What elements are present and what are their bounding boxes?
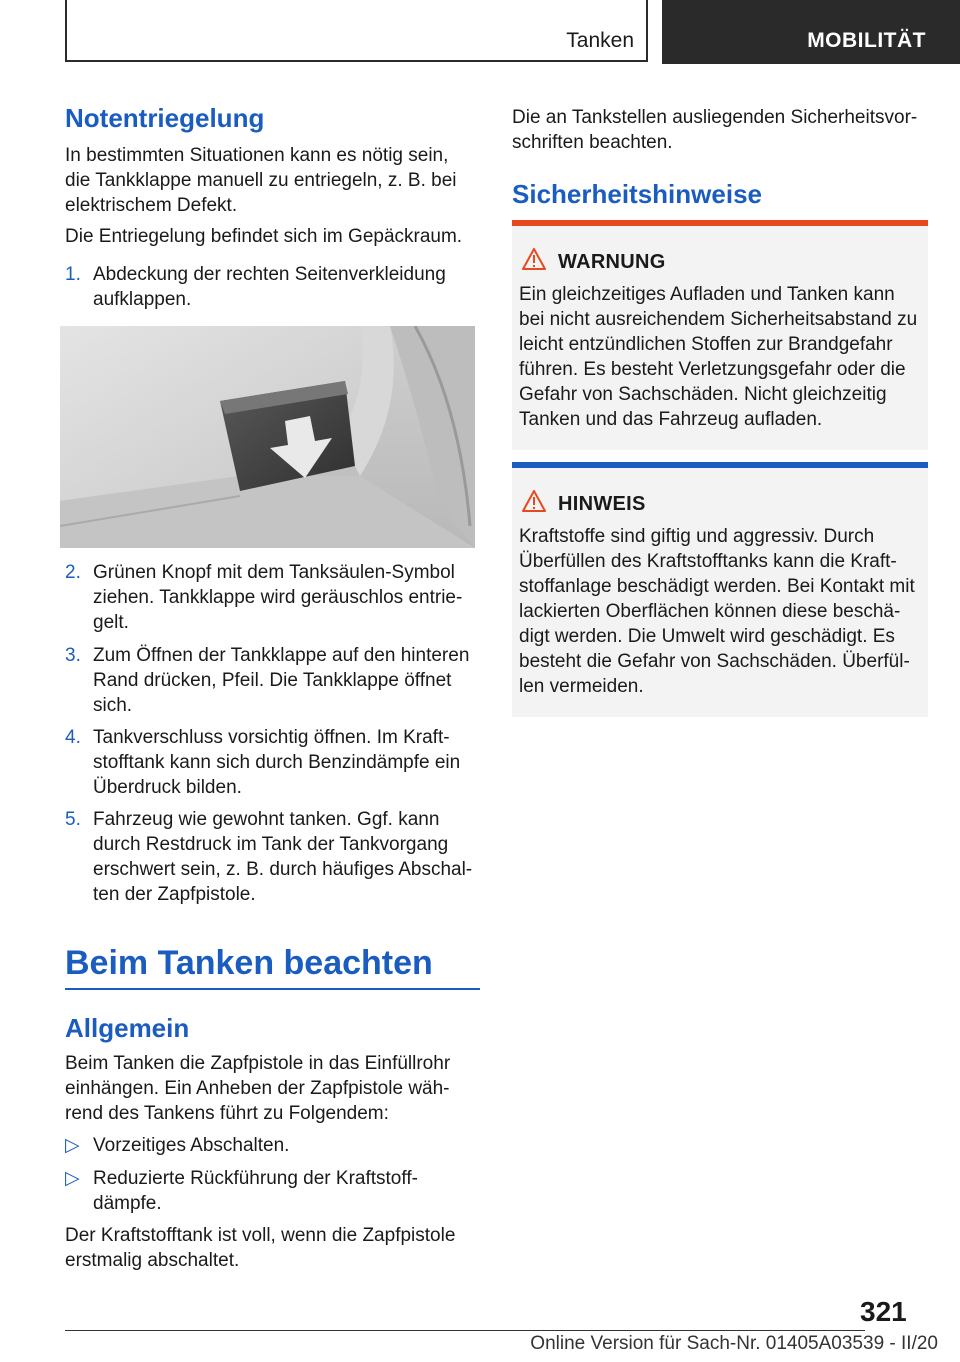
step-text: Grünen Knopf mit dem Tanksäulen-Symbol ziehen. Tankklappe wird geräuschlos entrie-gelt.	[93, 562, 463, 633]
list-item-step-5	[65, 807, 480, 907]
heading-notentriegelung: Notentriegelung	[65, 103, 265, 133]
hint-text: Kraftstoffe sind giftig und aggressiv. Durch Überfüllen des Kraftstofftanks kann die Kraft-stoffanlage beschädigt werden. Bei Kontakt mit lackierten Oberflächen können diese beschä-digt werden. Die Umwelt wird geschädigt. Es besteht die Gefahr von Sachschäden. Überfül-len vermeiden.	[519, 526, 915, 697]
bullet-item	[65, 1133, 480, 1158]
paragraph-intro: In bestimmten Situationen kann es nötig sein, die Tankklappe manuell zu entriegeln, z. B. bei elektrischem Defekt.	[65, 145, 457, 216]
paragraph-full-tank: Der Kraftstofftank ist voll, wenn die Zapfpistole erstmalig abschaltet.	[65, 1225, 456, 1271]
heading-beim-tanken: Beim Tanken beachten	[65, 944, 433, 982]
step-text: Fahrzeug wie gewohnt tanken. Ggf. kann durch Restdruck im Tank der Tankvorgang erschwert sein, z. B. durch häufiges Abschal-ten der Zapfpistole.	[93, 809, 473, 905]
section-label: MOBILITÄT	[807, 29, 926, 52]
chapter-title: Tanken	[566, 29, 634, 52]
footer-divider	[65, 1330, 865, 1331]
bullet-text: Reduzierte Rückführung der Kraftstoff-dämpfe.	[93, 1168, 418, 1214]
paragraph-location: Die Entriegelung befindet sich im Gepäckraum.	[65, 226, 463, 247]
hint-label: HINWEIS	[558, 493, 646, 515]
warning-label: WARNUNG	[558, 251, 666, 273]
list-item-step-4	[65, 725, 480, 800]
step-text: Zum Öffnen der Tankklappe auf den hinteren Rand drücken, Pfeil. Die Tankklappe öffnet sich.	[93, 645, 470, 716]
step-number: 5.	[65, 809, 81, 830]
trunk-panel-illustration	[60, 326, 475, 548]
hint-box	[512, 462, 928, 717]
step-number: 1.	[65, 264, 81, 285]
bullet-text: Vorzeitiges Abschalten.	[93, 1135, 290, 1156]
step-number: 3.	[65, 645, 81, 666]
heading-underline	[65, 988, 480, 990]
step-number: 4.	[65, 727, 81, 748]
header-section-tab	[662, 0, 960, 64]
page-number: 321	[860, 1296, 907, 1327]
warning-triangle-icon	[522, 490, 546, 512]
step-number: 2.	[65, 562, 81, 583]
triangle-bullet-icon: ▷	[65, 1168, 80, 1189]
warning-triangle-icon	[522, 248, 546, 270]
step-text: Tankverschluss vorsichtig öffnen. Im Kraft-stofftank kann sich durch Benzindämpfe ein Überdruck bilden.	[93, 727, 461, 798]
heading-sicherheitshinweise: Sicherheitshinweise	[512, 179, 762, 209]
bullet-item	[65, 1166, 445, 1216]
list-item-step-2	[65, 560, 480, 635]
list-item-step-1	[65, 262, 480, 312]
triangle-bullet-icon: ▷	[65, 1135, 80, 1156]
warning-text: Ein gleichzeitiges Aufladen und Tanken kann bei nicht ausreichendem Sicherheitsabstand zu leicht entzündlichen Stoffen zur Brandgefahr führen. Es besteht Verletzungsgefahr oder die Gefahr von Sachschäden. Nicht gleichzeitig Tanken und das Fahrzeug aufladen.	[519, 284, 918, 430]
paragraph-safety-rules: Die an Tankstellen ausliegenden Sicherheitsvor-schriften beachten.	[512, 107, 918, 153]
online-version-link[interactable]: Online Version für Sach-Nr. 01405A03539 - II/20	[530, 1333, 938, 1354]
header-chapter-box	[65, 0, 648, 62]
heading-allgemein: Allgemein	[65, 1013, 190, 1043]
step-text: Abdeckung der rechten Seitenverkleidung aufklappen.	[93, 264, 446, 310]
warning-box	[512, 220, 928, 450]
list-item-step-3	[65, 643, 480, 718]
paragraph-allgemein: Beim Tanken die Zapfpistole in das Einfüllrohr einhängen. Ein Anheben der Zapfpistole wäh-rend des Tankens führt zu Folgendem:	[65, 1053, 451, 1124]
trunk-panel-image	[60, 326, 475, 548]
